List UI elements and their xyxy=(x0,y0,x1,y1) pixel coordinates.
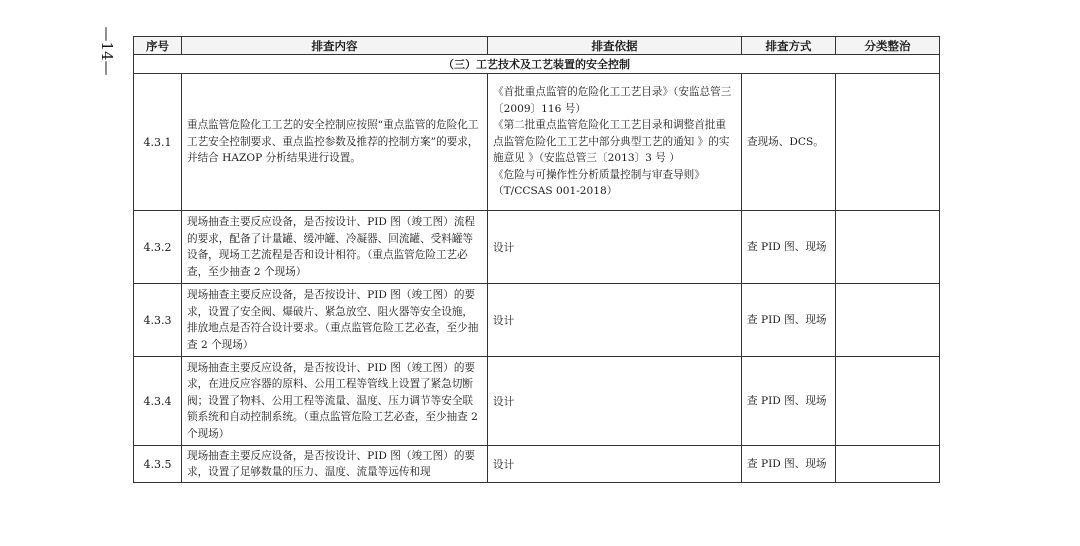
table-row xyxy=(134,446,940,483)
row-method: 查 PID 图、现场 xyxy=(742,446,836,483)
row-method: 查 PID 图、现场 xyxy=(742,211,836,284)
row-basis: 设计 xyxy=(488,284,742,357)
row-classify xyxy=(836,284,940,357)
inspection-table xyxy=(133,36,940,483)
table-row xyxy=(134,284,940,357)
row-seq: 4.3.4 xyxy=(134,357,182,446)
row-basis: 设计 xyxy=(488,446,742,483)
row-classify xyxy=(836,211,940,284)
row-basis: 设计 xyxy=(488,211,742,284)
row-content: 现场抽查主要反应设备，是否按设计、PID 图（竣工图）的要求，设置了足够数量的压力、温度、流量等远传和现 xyxy=(182,446,488,483)
header-method: 排查方式 xyxy=(742,37,836,55)
row-classify xyxy=(836,357,940,446)
section-row xyxy=(134,55,940,74)
row-method: 查 PID 图、现场 xyxy=(742,357,836,446)
basis-item: 《第二批重点监管危险化工工艺目录和调整首批重点监管危险化工工艺中部分典型工艺的通知 》的实施意见 》（安监总管三〔2013〕3 号 ） xyxy=(493,119,730,165)
row-seq: 4.3.3 xyxy=(134,284,182,357)
row-seq: 4.3.2 xyxy=(134,211,182,284)
row-content: 现场抽查主要反应设备，是否按设计、PID 图（竣工图）流程的要求，配备了计量罐、缓冲罐、冷凝器、回流罐、受料罐等设备，现场工艺流程是否和设计相符。（重点监管危险工艺必查，至少抽查 2 个现场） xyxy=(182,211,488,284)
row-classify xyxy=(836,446,940,483)
table-row xyxy=(134,74,940,211)
row-content: 重点监管危险化工工艺的安全控制应按照“重点监管的危险化工工艺安全控制要求、重点监控参数及推荐的控制方案”的要求，并结合 HAZOP 分析结果进行设置。 xyxy=(182,74,488,211)
section-title: （三）工艺技术及工艺装置的安全控制 xyxy=(134,55,940,74)
row-method: 查 PID 图、现场 xyxy=(742,284,836,357)
header-row xyxy=(134,37,940,55)
row-content: 现场抽查主要反应设备，是否按设计、PID 图（竣工图）的要求，设置了安全阀、爆破片、紧急放空、阻火器等安全设施，排放地点是否符合设计要求。（重点监管危险工艺必查，至少抽查 2 个现场） xyxy=(182,284,488,357)
page-number: —14— xyxy=(98,26,117,76)
row-method: 查现场、DCS。 xyxy=(742,74,836,211)
header-classify: 分类整治 xyxy=(836,37,940,55)
row-seq: 4.3.5 xyxy=(134,446,182,483)
header-seq: 序号 xyxy=(134,37,182,55)
row-basis: 设计 xyxy=(488,357,742,446)
row-basis xyxy=(488,74,742,211)
header-content: 排查内容 xyxy=(182,37,488,55)
table-row xyxy=(134,211,940,284)
header-basis: 排查依据 xyxy=(488,37,742,55)
row-seq: 4.3.1 xyxy=(134,74,182,211)
table-row xyxy=(134,357,940,446)
row-classify xyxy=(836,74,940,211)
basis-item: 《首批重点监管的危险化工工艺目录》（安监总管三〔2009〕116 号） xyxy=(493,86,732,115)
basis-item: 《危险与可操作性分析质量控制与审查导则》（T/CCSAS 001-2018） xyxy=(493,168,705,198)
row-content: 现场抽查主要反应设备，是否按设计、PID 图（竣工图）的要求，在进反应容器的原料、公用工程等管线上设置了紧急切断阀；设置了物料、公用工程等流量、温度、压力调节等安全联锁系统和自动控制系统。（重点监管危险工艺必查，至少抽查 2 个现场） xyxy=(182,357,488,446)
